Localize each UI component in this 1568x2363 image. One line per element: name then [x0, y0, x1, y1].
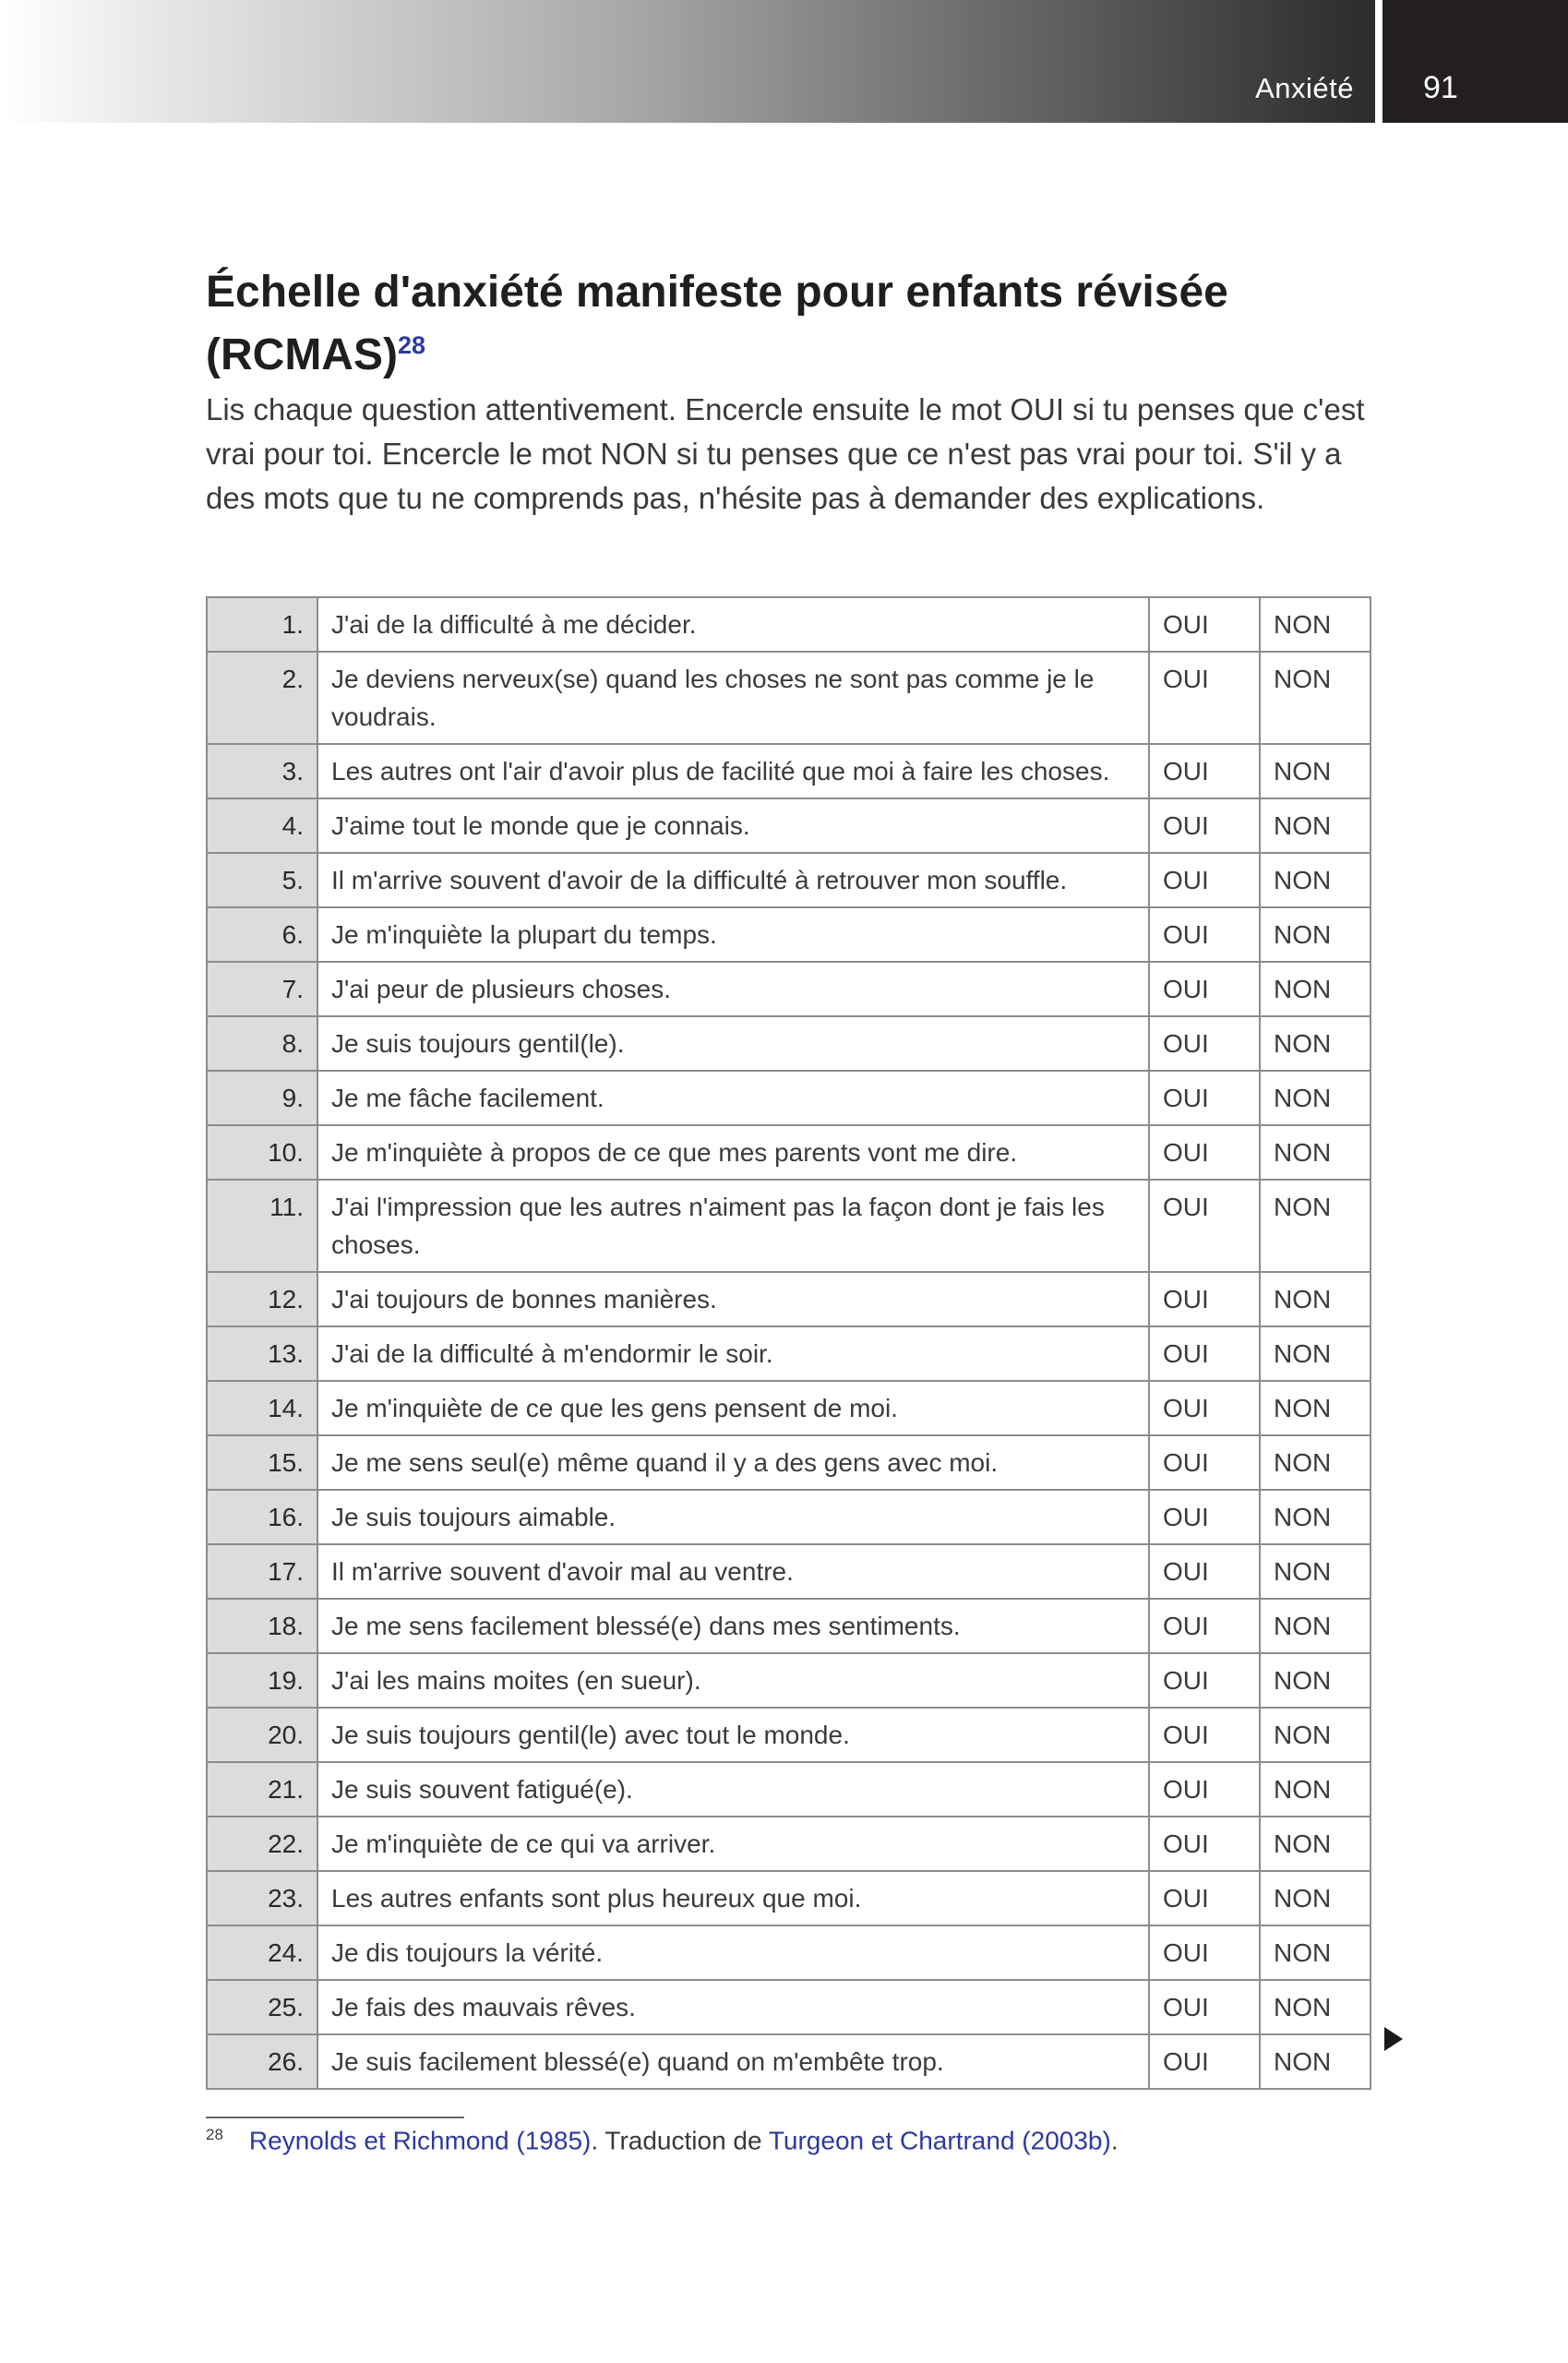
answer-oui[interactable]: OUI	[1149, 1708, 1260, 1762]
answer-oui[interactable]: OUI	[1149, 853, 1260, 907]
answer-non[interactable]: NON	[1260, 597, 1371, 652]
item-number: 19.	[207, 1653, 317, 1708]
footnote	[206, 2126, 1119, 2155]
questionnaire-row	[207, 2034, 1371, 2089]
item-question: Je m'inquiète la plupart du temps.	[317, 907, 1149, 962]
item-question: Je me sens facilement blessé(e) dans mes sentiments.	[317, 1599, 1149, 1653]
answer-oui[interactable]: OUI	[1149, 744, 1260, 798]
item-question: Les autres enfants sont plus heureux que moi.	[317, 1871, 1149, 1925]
questionnaire-row	[207, 1272, 1371, 1326]
answer-oui[interactable]: OUI	[1149, 1871, 1260, 1925]
answer-non[interactable]: NON	[1260, 1381, 1371, 1435]
item-number: 12.	[207, 1272, 317, 1326]
answer-oui[interactable]: OUI	[1149, 597, 1260, 652]
item-number: 22.	[207, 1817, 317, 1871]
footnote-mark: 28	[206, 2126, 223, 2143]
item-question: Je dis toujours la vérité.	[317, 1925, 1149, 1980]
answer-non[interactable]: NON	[1260, 1599, 1371, 1653]
item-question: J'ai peur de plusieurs choses.	[317, 962, 1149, 1016]
answer-non[interactable]: NON	[1260, 1125, 1371, 1180]
item-question: Je suis facilement blessé(e) quand on m'embête trop.	[317, 2034, 1149, 2089]
item-number: 8.	[207, 1016, 317, 1071]
item-number: 11.	[207, 1180, 317, 1272]
answer-non[interactable]: NON	[1260, 1544, 1371, 1599]
questionnaire-row	[207, 1435, 1371, 1490]
answer-oui[interactable]: OUI	[1149, 1272, 1260, 1326]
questionnaire-row	[207, 907, 1371, 962]
header-band	[0, 0, 1375, 123]
answer-non[interactable]: NON	[1260, 962, 1371, 1016]
questionnaire-row	[207, 1180, 1371, 1272]
item-number: 3.	[207, 744, 317, 798]
questionnaire-row	[207, 1544, 1371, 1599]
answer-non[interactable]: NON	[1260, 1653, 1371, 1708]
item-number: 1.	[207, 597, 317, 652]
questionnaire-row	[207, 1708, 1371, 1762]
footnote-text: . Traduction de	[591, 2126, 769, 2155]
questionnaire-row	[207, 853, 1371, 907]
item-question: J'ai toujours de bonnes manières.	[317, 1272, 1149, 1326]
item-number: 24.	[207, 1925, 317, 1980]
answer-non[interactable]: NON	[1260, 1435, 1371, 1490]
answer-oui[interactable]: OUI	[1149, 1435, 1260, 1490]
answer-oui[interactable]: OUI	[1149, 2034, 1260, 2089]
answer-oui[interactable]: OUI	[1149, 798, 1260, 853]
item-number: 2.	[207, 652, 317, 744]
item-question: Je m'inquiète à propos de ce que mes parents vont me dire.	[317, 1125, 1149, 1180]
answer-non[interactable]: NON	[1260, 907, 1371, 962]
item-number: 13.	[207, 1326, 317, 1381]
questionnaire-row	[207, 1381, 1371, 1435]
answer-oui[interactable]: OUI	[1149, 1980, 1260, 2034]
item-question: J'aime tout le monde que je connais.	[317, 798, 1149, 853]
questionnaire-row	[207, 1925, 1371, 1980]
item-number: 17.	[207, 1544, 317, 1599]
answer-oui[interactable]: OUI	[1149, 1381, 1260, 1435]
answer-oui[interactable]: OUI	[1149, 1016, 1260, 1071]
questionnaire-row	[207, 1016, 1371, 1071]
item-question: J'ai de la difficulté à me décider.	[317, 597, 1149, 652]
item-question: Je m'inquiète de ce qui va arriver.	[317, 1817, 1149, 1871]
answer-non[interactable]: NON	[1260, 1817, 1371, 1871]
item-question: Je suis souvent fatigué(e).	[317, 1762, 1149, 1817]
title-footnote-link[interactable]: 28	[397, 331, 426, 359]
item-question: Je fais des mauvais rêves.	[317, 1980, 1149, 2034]
footnote-reference-turgeon[interactable]: Turgeon et Chartrand (2003b)	[768, 2126, 1111, 2155]
questionnaire-row	[207, 1980, 1371, 2034]
answer-non[interactable]: NON	[1260, 1708, 1371, 1762]
item-question: Je suis toujours gentil(le).	[317, 1016, 1149, 1071]
answer-oui[interactable]: OUI	[1149, 1490, 1260, 1544]
answer-non[interactable]: NON	[1260, 798, 1371, 853]
answer-oui[interactable]: OUI	[1149, 1925, 1260, 1980]
item-question: J'ai les mains moites (en sueur).	[317, 1653, 1149, 1708]
answer-oui[interactable]: OUI	[1149, 1817, 1260, 1871]
answer-oui[interactable]: OUI	[1149, 1180, 1260, 1272]
item-number: 5.	[207, 853, 317, 907]
questionnaire-row	[207, 962, 1371, 1016]
answer-non[interactable]: NON	[1260, 1326, 1371, 1381]
item-question: Je m'inquiète de ce que les gens pensent de moi.	[317, 1381, 1149, 1435]
answer-non[interactable]: NON	[1260, 853, 1371, 907]
answer-oui[interactable]: OUI	[1149, 1071, 1260, 1125]
questionnaire-row	[207, 798, 1371, 853]
item-question: Je me fâche facilement.	[317, 1071, 1149, 1125]
item-number: 18.	[207, 1599, 317, 1653]
item-question: Je deviens nerveux(se) quand les choses ne sont pas comme je le voudrais.	[317, 652, 1149, 744]
item-number: 26.	[207, 2034, 317, 2089]
answer-non[interactable]: NON	[1260, 1925, 1371, 1980]
answer-non[interactable]: NON	[1260, 652, 1371, 744]
item-number: 14.	[207, 1381, 317, 1435]
answer-oui[interactable]: OUI	[1149, 907, 1260, 962]
item-question: Je me sens seul(e) même quand il y a des gens avec moi.	[317, 1435, 1149, 1490]
answer-non[interactable]: NON	[1260, 1272, 1371, 1326]
item-number: 21.	[207, 1762, 317, 1817]
continue-arrow-icon	[1384, 2027, 1403, 2051]
questionnaire-row	[207, 1653, 1371, 1708]
answer-oui[interactable]: OUI	[1149, 1544, 1260, 1599]
questionnaire-row	[207, 1490, 1371, 1544]
questionnaire-table	[206, 596, 1371, 2090]
questionnaire-row	[207, 1817, 1371, 1871]
answer-oui[interactable]: OUI	[1149, 1125, 1260, 1180]
item-question: Je suis toujours aimable.	[317, 1490, 1149, 1544]
item-number: 9.	[207, 1071, 317, 1125]
answer-non[interactable]: NON	[1260, 1762, 1371, 1817]
running-header-section: Anxiété	[1255, 72, 1354, 104]
item-question: Il m'arrive souvent d'avoir mal au ventre.	[317, 1544, 1149, 1599]
item-number: 7.	[207, 962, 317, 1016]
page-number: 91	[1423, 70, 1458, 105]
item-question: Les autres ont l'air d'avoir plus de facilité que moi à faire les choses.	[317, 744, 1149, 798]
item-question: J'ai de la difficulté à m'endormir le soir.	[317, 1326, 1149, 1381]
answer-oui[interactable]: OUI	[1149, 652, 1260, 744]
footnote-reference-reynolds[interactable]: Reynolds et Richmond (1985)	[248, 2126, 592, 2155]
answer-non[interactable]: NON	[1260, 1490, 1371, 1544]
item-number: 6.	[207, 907, 317, 962]
footnote-divider	[206, 2117, 464, 2118]
answer-non[interactable]: NON	[1260, 1180, 1371, 1272]
answer-oui[interactable]: OUI	[1149, 1599, 1260, 1653]
item-question: Je suis toujours gentil(le) avec tout le monde.	[317, 1708, 1149, 1762]
answer-oui[interactable]: OUI	[1149, 1653, 1260, 1708]
questionnaire-row	[207, 744, 1371, 798]
item-number: 16.	[207, 1490, 317, 1544]
instructions-paragraph: Lis chaque question attentivement. Encercle ensuite le mot OUI si tu penses que c'est vrai pour toi. Encercle le mot NON si tu penses que ce n'est pas vrai pour toi. S'il y a des mots que tu ne comprends pas, n'hésite pas à demander des explications.	[206, 392, 1365, 515]
answer-non[interactable]: NON	[1260, 1071, 1371, 1125]
questionnaire-row	[207, 1125, 1371, 1180]
answer-non[interactable]: NON	[1260, 1980, 1371, 2034]
questionnaire-row	[207, 597, 1371, 652]
questionnaire-row	[207, 652, 1371, 744]
page-title	[206, 261, 1424, 387]
item-question: J'ai l'impression que les autres n'aiment pas la façon dont je fais les choses.	[317, 1180, 1149, 1272]
answer-non[interactable]: NON	[1260, 2034, 1371, 2089]
answer-non[interactable]: NON	[1260, 1871, 1371, 1925]
questionnaire-row	[207, 1762, 1371, 1817]
item-number: 20.	[207, 1708, 317, 1762]
answer-oui[interactable]: OUI	[1149, 1326, 1260, 1381]
item-number: 23.	[207, 1871, 317, 1925]
answer-non[interactable]: NON	[1260, 1016, 1371, 1071]
answer-oui[interactable]: OUI	[1149, 962, 1260, 1016]
item-number: 4.	[207, 798, 317, 853]
answer-oui[interactable]: OUI	[1149, 1762, 1260, 1817]
footnote-end: .	[1110, 2126, 1119, 2155]
item-number: 25.	[207, 1980, 317, 2034]
questionnaire-row	[207, 1599, 1371, 1653]
item-number: 10.	[207, 1125, 317, 1180]
answer-non[interactable]: NON	[1260, 744, 1371, 798]
page-number-box	[1382, 0, 1568, 123]
item-question: Il m'arrive souvent d'avoir de la difficulté à retrouver mon souffle.	[317, 853, 1149, 907]
title-text: Échelle d'anxiété manifeste pour enfants révisée (RCMAS)	[206, 268, 1228, 379]
questionnaire-row	[207, 1871, 1371, 1925]
questionnaire-row	[207, 1071, 1371, 1125]
item-number: 15.	[207, 1435, 317, 1490]
questionnaire-row	[207, 1326, 1371, 1381]
